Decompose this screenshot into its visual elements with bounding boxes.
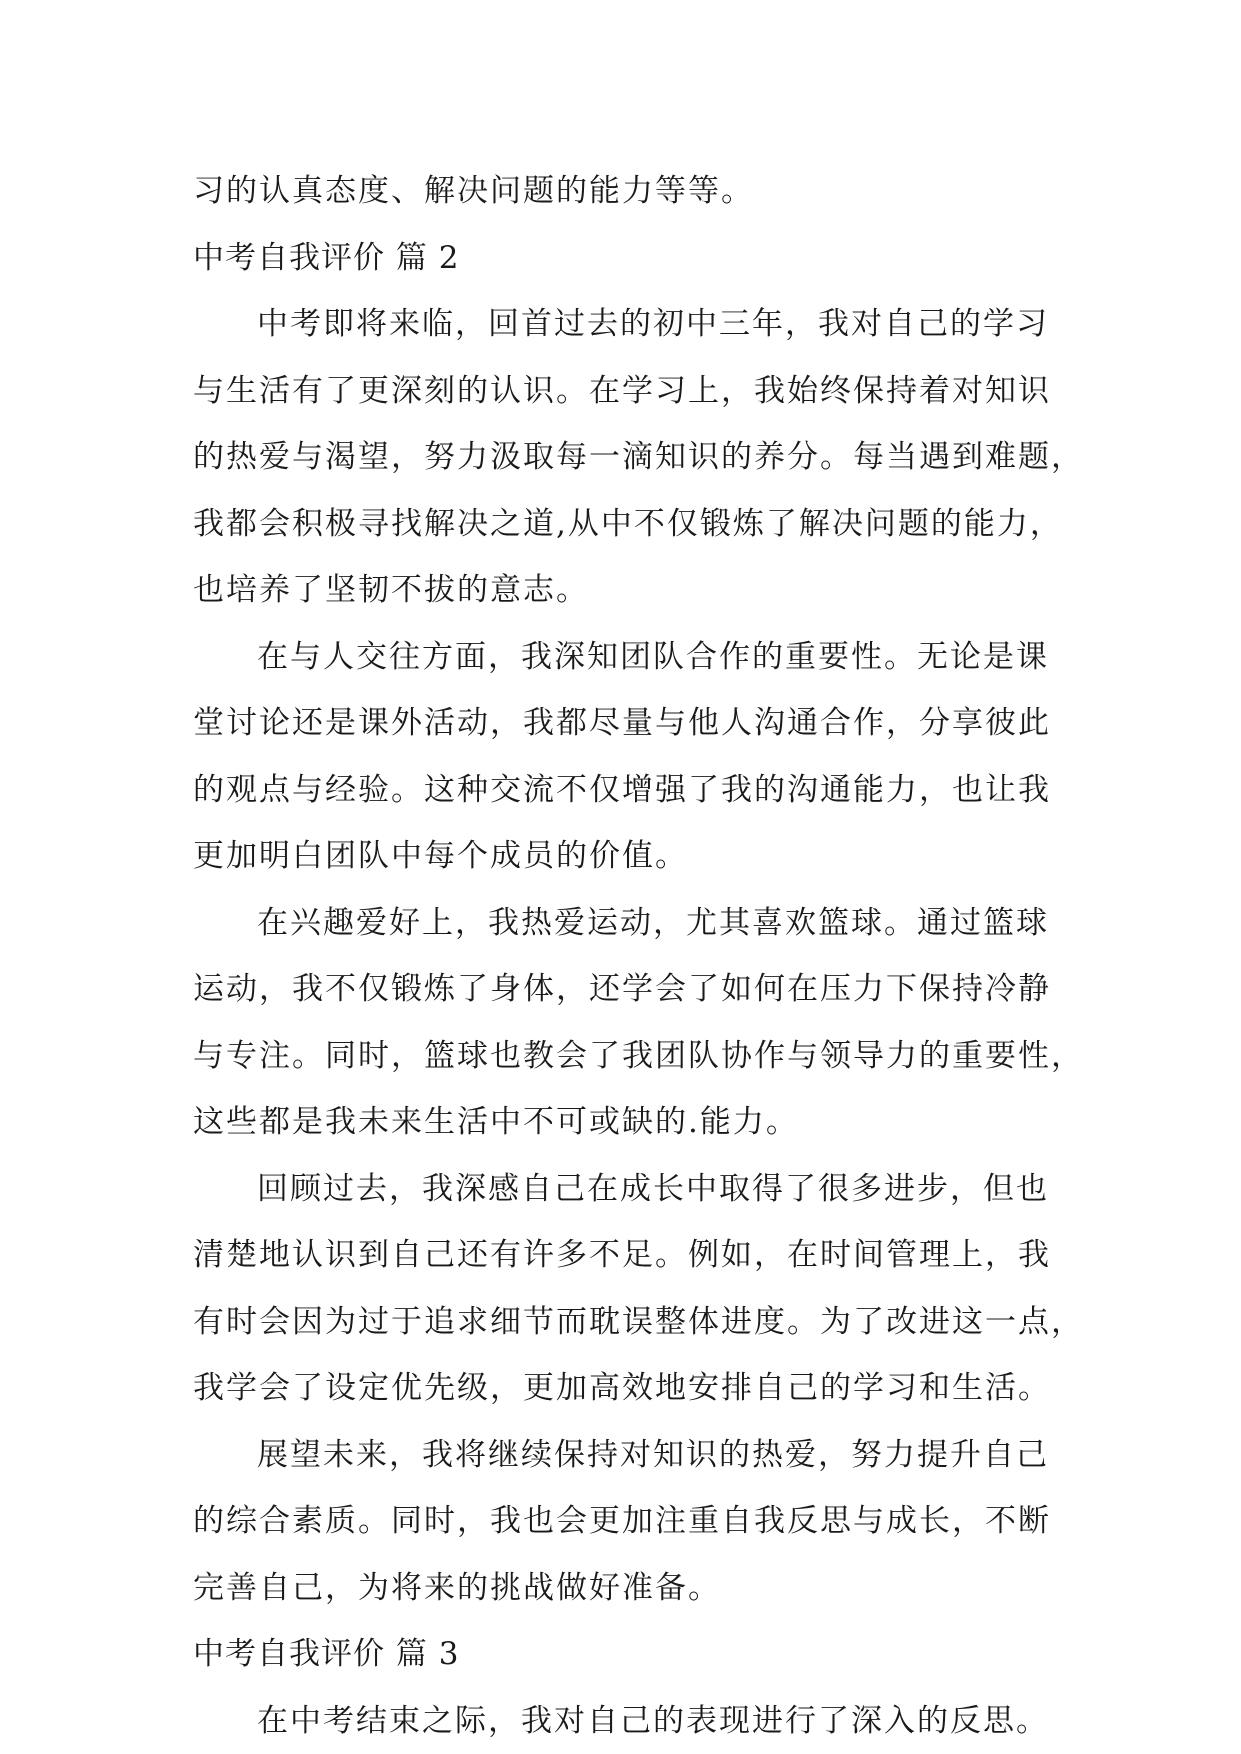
- paragraph-line: 更加明白团队中每个成员的价值。: [193, 838, 688, 874]
- paragraph-line: 的热爱与渴望，努力汲取每一滴知识的养分。每当遇到难题，: [193, 439, 1084, 475]
- paragraph-line: 也培养了坚韧不拔的意志。: [193, 572, 589, 608]
- paragraph-line: 的综合素质。同时，我也会更加注重自我反思与成长，不断: [193, 1503, 1051, 1539]
- paragraph-line: 中考即将来临，回首过去的初中三年，我对自己的学习: [257, 306, 1049, 342]
- paragraph-line: 展望未来，我将继续保持对知识的热爱，努力提升自己: [257, 1436, 1049, 1473]
- section-heading: 中考自我评价 篇 2: [193, 239, 460, 276]
- paragraph-line: 在与人交往方面，我深知团队合作的重要性。无论是课: [257, 638, 1049, 675]
- section-heading: 中考自我评价 篇 3: [193, 1636, 460, 1672]
- paragraph-line: 回顾过去，我深感自己在成长中取得了很多进步，但也: [257, 1170, 1049, 1207]
- paragraph-line: 清楚地认识到自己还有许多不足。例如，在时间管理上，我: [193, 1237, 1051, 1273]
- paragraph-line: 在兴趣爱好上，我热爱运动，尤其喜欢篮球。通过篮球: [257, 904, 1049, 941]
- paragraph-line: 完善自己，为将来的挑战做好准备。: [193, 1569, 721, 1606]
- paragraph-line: 习的认真态度、解决问题的能力等等。: [193, 173, 754, 209]
- paragraph-line: 与生活有了更深刻的认识。在学习上，我始终保持着对知识: [193, 372, 1051, 409]
- paragraph-line: 在中考结束之际，我对自己的表现进行了深入的反思。: [257, 1702, 1049, 1739]
- paragraph-line: 这些都是我未来生活中不可或缺的.能力。: [193, 1104, 799, 1140]
- paragraph-line: 与专注。同时，篮球也教会了我团队协作与领导力的重要性，: [193, 1037, 1084, 1074]
- paragraph-line: 运动，我不仅锻炼了身体，还学会了如何在压力下保持冷静: [193, 971, 1051, 1007]
- paragraph-line: 堂讨论还是课外活动，我都尽量与他人沟通合作，分享彼此: [193, 705, 1051, 741]
- paragraph-line: 有时会因为过于追求细节而耽误整体进度。为了改进这一点，: [193, 1303, 1084, 1340]
- paragraph-line: 我都会积极寻找解决之道,从中不仅锻炼了解决问题的能力，: [193, 505, 1063, 542]
- document-page: [193, 158, 1084, 1754]
- paragraph-line: 的观点与经验。这种交流不仅增强了我的沟通能力，也让我: [193, 771, 1051, 808]
- paragraph-line: 我学会了设定优先级，更加高效地安排自己的学习和生活。: [193, 1370, 1051, 1406]
